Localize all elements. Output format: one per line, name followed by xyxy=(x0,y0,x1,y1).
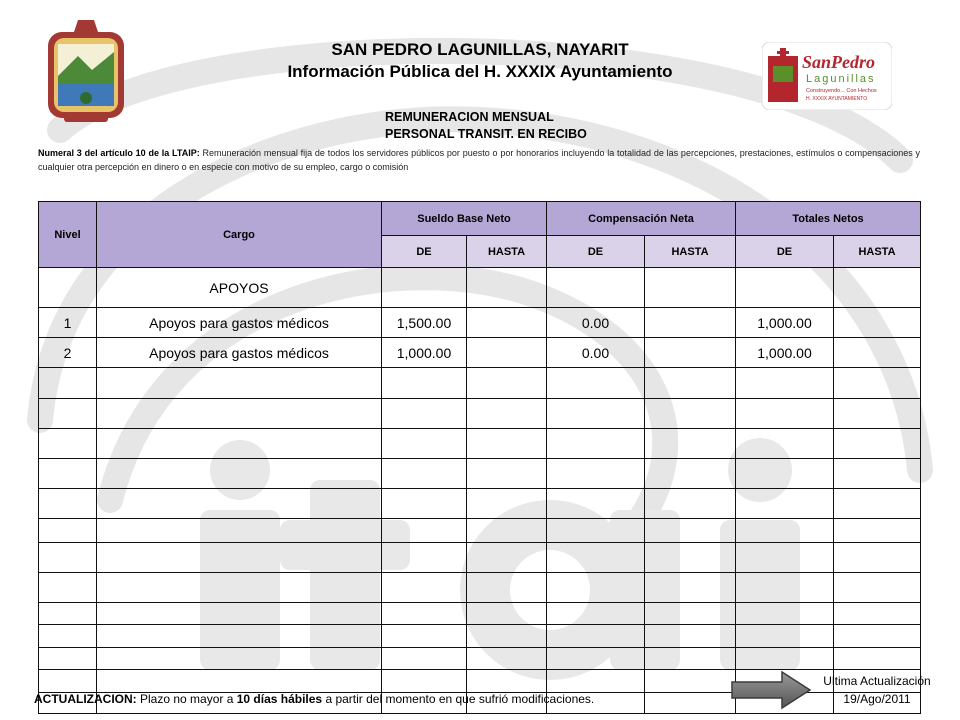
empty-cell xyxy=(97,625,382,648)
empty-cell xyxy=(736,519,834,543)
header-total-hasta: HASTA xyxy=(834,236,921,268)
table-row xyxy=(39,308,921,338)
header-sueldo-de: DE xyxy=(382,236,467,268)
empty-cell xyxy=(736,648,834,670)
logo-org: H. XXXIX AYUNTAMIENTO xyxy=(806,96,868,102)
empty-table-row xyxy=(39,603,921,625)
cell-nivel: 1 xyxy=(39,308,97,338)
empty-cell xyxy=(39,625,97,648)
empty-cell xyxy=(547,519,645,543)
empty-cell xyxy=(39,519,97,543)
empty-table-row xyxy=(39,543,921,573)
empty-cell xyxy=(547,573,645,603)
empty-table-row xyxy=(39,368,921,399)
empty-cell xyxy=(547,368,645,399)
empty-table-row xyxy=(39,519,921,543)
empty-cell xyxy=(97,543,382,573)
empty-cell xyxy=(834,519,921,543)
legal-text: Remuneración mensual fija de todos los servidores públicos por puesto o por honorarios incluyendo la totalidad de las percepciones, prestaciones, estímulos o compensaciones y cualquier otra percepción en dinero o en especie con motivo de su empleo, cargo o comisión xyxy=(38,148,920,172)
cell-sueldo-de: 1,500.00 xyxy=(382,308,467,338)
footer-bold: 10 días hábiles xyxy=(236,692,323,706)
footer-text-before: Plazo no mayor a xyxy=(136,692,237,706)
cell-comp-de: 0.00 xyxy=(547,308,645,338)
empty-cell xyxy=(39,648,97,670)
empty-cell xyxy=(97,648,382,670)
empty-table-row xyxy=(39,489,921,519)
empty-rows xyxy=(39,368,921,714)
empty-cell xyxy=(547,625,645,648)
empty-cell xyxy=(736,489,834,519)
empty-cell xyxy=(39,399,97,429)
empty-cell xyxy=(467,368,547,399)
empty-cell xyxy=(382,399,467,429)
empty-cell xyxy=(382,625,467,648)
header-comp-hasta: HASTA xyxy=(645,236,736,268)
logo-brand-bottom: Lagunillas xyxy=(806,73,876,85)
empty-cell xyxy=(382,429,467,459)
empty-cell xyxy=(834,543,921,573)
empty-cell xyxy=(645,625,736,648)
empty-cell xyxy=(834,573,921,603)
empty-cell xyxy=(834,648,921,670)
empty-cell xyxy=(467,670,547,693)
section-label: APOYOS xyxy=(97,268,382,308)
empty-cell xyxy=(645,459,736,489)
empty-cell xyxy=(382,648,467,670)
empty-cell xyxy=(547,603,645,625)
empty-cell xyxy=(547,670,645,693)
empty-table-row xyxy=(39,625,921,648)
empty-cell xyxy=(39,429,97,459)
page-title: SAN PEDRO LAGUNILLAS, NAYARIT xyxy=(331,40,629,59)
cell-sueldo-de: 1,000.00 xyxy=(382,338,467,368)
empty-cell xyxy=(645,603,736,625)
empty-cell xyxy=(645,368,736,399)
cell-cargo: Apoyos para gastos médicos xyxy=(97,308,382,338)
empty-cell xyxy=(834,399,921,429)
empty-cell xyxy=(382,603,467,625)
empty-cell xyxy=(645,429,736,459)
empty-cell xyxy=(39,489,97,519)
empty-cell xyxy=(834,625,921,648)
footer-note xyxy=(34,692,594,706)
empty-cell xyxy=(645,670,736,693)
empty-table-row xyxy=(39,648,921,670)
cell-total-de: 1,000.00 xyxy=(736,338,834,368)
empty-cell xyxy=(645,543,736,573)
empty-cell xyxy=(97,603,382,625)
empty-cell xyxy=(97,519,382,543)
empty-cell xyxy=(39,670,97,693)
empty-cell xyxy=(97,368,382,399)
empty-table-row xyxy=(39,459,921,489)
footer-text-after: a partir del momento en que sufrió modificaciones. xyxy=(322,692,595,706)
empty-cell xyxy=(736,573,834,603)
empty-cell xyxy=(467,543,547,573)
header-nivel: Nivel xyxy=(39,202,97,268)
empty-table-row xyxy=(39,399,921,429)
header-compensacion: Compensación Neta xyxy=(547,202,736,236)
empty-cell xyxy=(39,543,97,573)
cell-comp-de: 0.00 xyxy=(547,338,645,368)
empty-cell xyxy=(97,399,382,429)
empty-cell xyxy=(547,648,645,670)
empty-cell xyxy=(97,429,382,459)
empty-cell xyxy=(467,429,547,459)
empty-cell xyxy=(645,489,736,519)
empty-cell xyxy=(467,489,547,519)
empty-cell xyxy=(382,573,467,603)
empty-cell xyxy=(382,519,467,543)
section-row xyxy=(39,268,921,308)
empty-cell xyxy=(97,489,382,519)
empty-cell xyxy=(382,459,467,489)
empty-cell xyxy=(834,368,921,399)
header-comp-de: DE xyxy=(547,236,645,268)
empty-cell xyxy=(467,625,547,648)
empty-cell xyxy=(382,670,467,693)
empty-cell xyxy=(645,399,736,429)
empty-cell xyxy=(736,399,834,429)
header-total-de: DE xyxy=(736,236,834,268)
section-subtitle: PERSONAL TRANSIT. EN RECIBO xyxy=(385,127,587,141)
empty-cell xyxy=(467,519,547,543)
empty-cell xyxy=(645,573,736,603)
page-subtitle: Información Pública del H. XXXIX Ayuntamiento xyxy=(287,62,673,81)
cell-total-de: 1,000.00 xyxy=(736,308,834,338)
legal-description xyxy=(38,146,920,174)
empty-cell xyxy=(547,459,645,489)
empty-cell xyxy=(834,489,921,519)
empty-cell xyxy=(467,399,547,429)
last-update-date: 19/Ago/2011 xyxy=(843,692,911,706)
empty-cell xyxy=(736,459,834,489)
empty-cell xyxy=(736,543,834,573)
legal-reference: Numeral 3 del artículo 10 de la LTAIP: xyxy=(38,148,200,158)
empty-cell xyxy=(547,429,645,459)
section-title: REMUNERACION MENSUAL xyxy=(385,110,554,124)
table-row xyxy=(39,338,921,368)
logo-tagline: Construyendo... Con Hechos xyxy=(806,88,877,94)
empty-cell xyxy=(645,693,736,714)
logo-brand-top: SanPedro xyxy=(802,52,876,72)
empty-cell xyxy=(834,459,921,489)
empty-cell xyxy=(645,648,736,670)
empty-cell xyxy=(736,368,834,399)
empty-cell xyxy=(97,573,382,603)
empty-cell xyxy=(39,459,97,489)
cell-nivel: 2 xyxy=(39,338,97,368)
empty-cell xyxy=(834,429,921,459)
empty-cell xyxy=(736,429,834,459)
empty-table-row xyxy=(39,573,921,603)
empty-cell xyxy=(645,519,736,543)
empty-cell xyxy=(467,573,547,603)
empty-cell xyxy=(834,603,921,625)
cell-cargo: Apoyos para gastos médicos xyxy=(97,338,382,368)
empty-cell xyxy=(736,625,834,648)
empty-cell xyxy=(547,543,645,573)
empty-cell xyxy=(97,459,382,489)
empty-cell xyxy=(467,459,547,489)
next-arrow-icon[interactable] xyxy=(730,670,814,710)
empty-cell xyxy=(467,648,547,670)
table-header-row xyxy=(39,202,921,236)
empty-cell xyxy=(382,543,467,573)
empty-cell xyxy=(39,368,97,399)
empty-cell xyxy=(547,489,645,519)
header-cargo: Cargo xyxy=(97,202,382,268)
empty-cell xyxy=(467,603,547,625)
footer-label: ACTUALIZACION: xyxy=(34,692,137,706)
empty-cell xyxy=(382,489,467,519)
empty-cell xyxy=(39,603,97,625)
empty-cell xyxy=(736,603,834,625)
empty-cell xyxy=(39,573,97,603)
header-totales: Totales Netos xyxy=(736,202,921,236)
remuneration-table xyxy=(38,201,921,714)
last-update-label: Ultima Actualización xyxy=(823,674,931,688)
empty-table-row xyxy=(39,429,921,459)
header-sueldo: Sueldo Base Neto xyxy=(382,202,547,236)
empty-cell xyxy=(382,368,467,399)
header-sueldo-hasta: HASTA xyxy=(467,236,547,268)
empty-cell xyxy=(547,399,645,429)
empty-cell xyxy=(97,670,382,693)
